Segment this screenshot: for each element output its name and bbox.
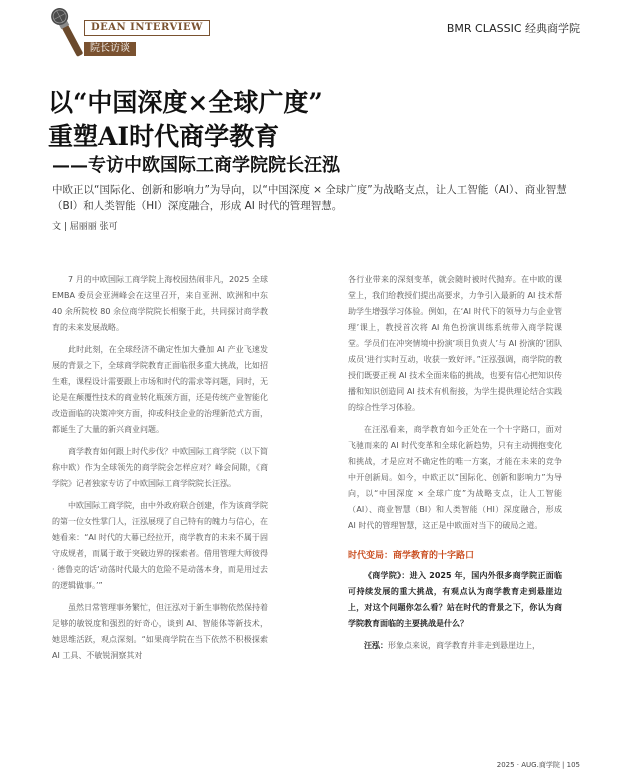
paragraph: 7 月的中欧国际工商学院上海校园热闹非凡，2025 全球 EMBA 委员会亚洲峰会在这里召开，来自亚洲、欧洲和中东 40 余所院校 80 余位商学院院长相聚于此，共同探讨商学教育的未来发展战略。 (52, 275, 268, 332)
article-title (48, 86, 323, 154)
column-left (52, 272, 268, 670)
page-footer: 2025 · AUG.商学院 | 105 (496, 761, 580, 769)
article-subtitle: ——专访中欧国际工商学院院长汪泓 (52, 155, 340, 176)
paragraph: 虽然日常管理事务繁忙，但汪泓对于新生事物依然保持着足够的敏锐度和强烈的好奇心，谈到 AI、智能体等新技术，她思维活跃，观点深刻。“如果商学院在当下依然不积极探索 AI 工具、不敏锐洞察其对 (52, 603, 268, 660)
answer-text: 形象点来说，商学教育并非走到悬崖边上， (388, 641, 540, 650)
paragraph: 在汪泓看来，商学教育如今正处在一个十字路口，面对飞驰而来的 AI 时代变革和全球化新趋势，只有主动拥抱变化和挑战，才是应对不确定性的唯一方案，才能在未来的竞争中开创新局。如今，中欧正以“国际化、创新和影响力”为导向，以“中国深度 × 全球广度”为战略支点，让人工智能（AI）、商业智慧（BI）和人类智能（HI）深度融合，形成 AI 时代的管理智慧，这正是中欧面对当下的破局之道。 (348, 425, 562, 530)
column-right (348, 272, 562, 660)
section-heading: 时代变局：商学教育的十字路口 (348, 551, 475, 561)
paragraph: 各行业带来的深刻变革，就会随时被时代抛弃。在中欧的课堂上，我们给教授们提出高要求，力争引入最新的 AI 技术帮助学生增强学习体验。例如，在‘AI 时代下的领导力与企业管理’课上，教授首次将 AI 角色扮演训练系统带入商学院课堂。学员们在冲突情境中扮演‘项目负责人’与 AI 扮演的‘团队成员’进行实时互动，收获一致好评。”汪泓强调，商学院的教授们既要正视 AI 技术全面来临的挑战，也要有信心把知识传播和知识创造同 AI 技术有机衔接，为学生提供理论结合实践的综合性学习体验。 (348, 275, 562, 412)
byline: 文 | 屈丽丽 张可 (52, 222, 118, 232)
interview-answer (348, 638, 562, 654)
title-line-1: 以“中国深度×全球广度” (48, 88, 323, 117)
paragraph: 此时此刻，在全球经济不确定性加大叠加 AI 产业飞速发展的背景之下，全球商学院教育正面临很多重大挑战，比如招生难，课程设计需要跟上市场和时代的需求等问题，同时，无论是在颠覆性技术的商业转化瓶颈方面，还是传统产业智能化改造面临的决策冲突方面，抑或科技企业的治理新范式方面，都诞生了大量的新兴商业问题。 (52, 345, 268, 434)
publication-name: BMR CLASSIC 经典商学院 (446, 22, 580, 35)
speaker-label: 汪泓： (364, 641, 388, 650)
badge-chinese: 院长访谈 (84, 42, 136, 56)
section-badge (84, 20, 210, 56)
paragraph: 商学教育如何跟上时代步伐？中欧国际工商学院（以下简称中欧）作为全球领先的商学院会怎样应对？峰会间隙，《商学院》记者独家专访了中欧国际工商学院院长汪泓。 (52, 447, 268, 488)
microphone-icon (50, 4, 88, 62)
title-line-2: 重塑AI时代商学教育 (48, 122, 280, 151)
article-lead: 中欧正以“国际化、创新和影响力”为导向，以“中国深度 × 全球广度”为战略支点，让人工智能（AI）、商业智慧（BI）和人类智能（HI）深度融合，形成 AI 时代的管理智慧。 (52, 184, 567, 212)
paragraph: 中欧国际工商学院，由中外政府联合创建，作为该商学院的第一位女性掌门人，汪泓展现了自己特有的魄力与信心，在她看来：“AI 时代的大幕已经拉开，商学教育的未来不属于固守成规者，而属于敢于突破边界的探索者。借用管理大师彼得 · 德鲁克的话‘动荡时代最大的危险不是动荡本身，而是用过去的逻辑做事。’” (52, 501, 268, 590)
badge-english: DEAN INTERVIEW (84, 20, 210, 36)
interview-question: 《商学院》：进入 2025 年，国内外很多商学院正面临可持续发展的重大挑战，有观点认为商学教育走到悬崖边上，对这个问题你怎么看？站在时代的背景之下，你认为商学院教育面临的主要挑战是什么？ (348, 571, 562, 628)
